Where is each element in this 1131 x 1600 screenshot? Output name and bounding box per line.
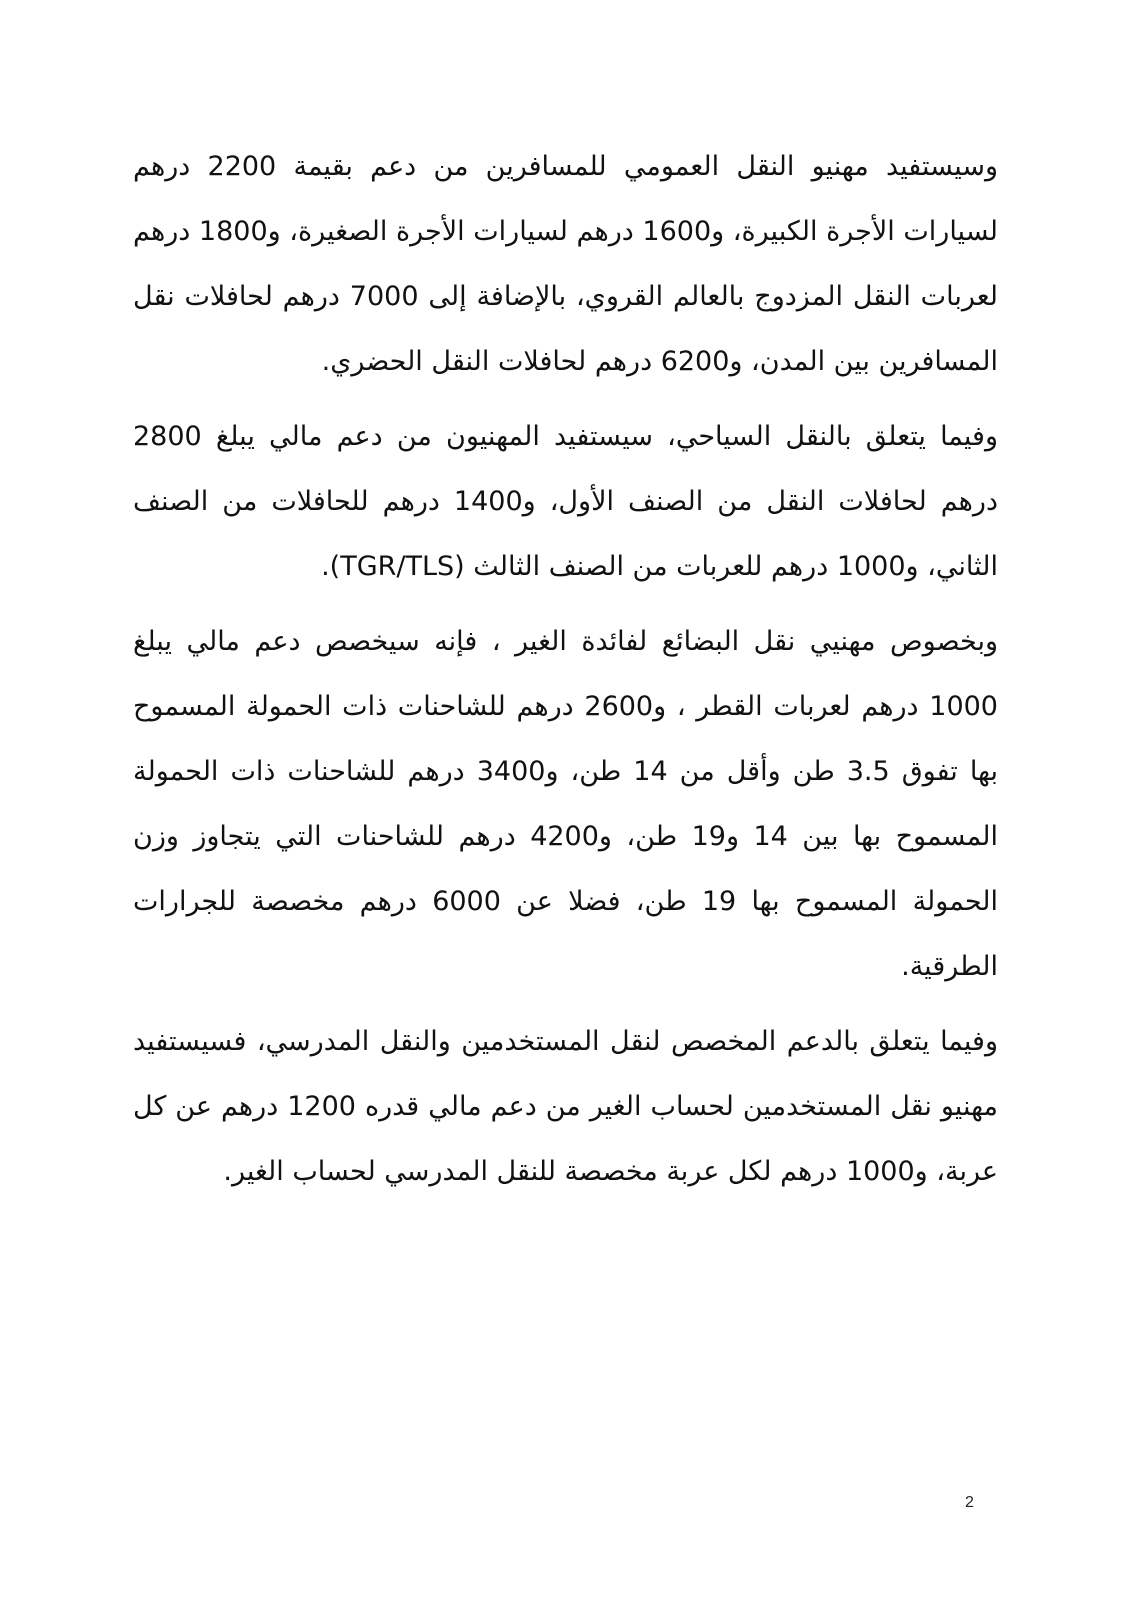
document-body (133, 134, 998, 1214)
paragraph-tourist-transport: وفيما يتعلق بالنقل السياحي، سيستفيد المهنيون من دعم مالي يبلغ 2800 درهم لحافلات النقل من الصنف الأول، و1400 درهم للحافلات من الصنف الثاني، و1000 درهم للعربات من الصنف الثالث (TGR/TLS). (133, 421, 998, 582)
paragraph-staff-school-transport: وفيما يتعلق بالدعم المخصص لنقل المستخدمين والنقل المدرسي، فسيستفيد مهنيو نقل المستخدمين لحساب الغير من دعم مالي قدره 1200 درهم عن كل عربة، و1000 درهم لكل عربة مخصصة للنقل المدرسي لحساب الغير. (133, 1026, 999, 1187)
paragraph-public-passenger-transport: وسيستفيد مهنيو النقل العمومي للمسافرين من دعم بقيمة 2200 درهم لسيارات الأجرة الكبيرة، و1600 درهم لسيارات الأجرة الصغيرة، و1800 درهم لعربات النقل المزدوج بالعالم القروي، بالإضافة إلى 7000 درهم لحافلات نقل المسافرين بين المدن، و6200 درهم لحافلات النقل الحضري. (133, 151, 999, 377)
page-number: 2 (965, 1494, 974, 1511)
paragraph-goods-transport: وبخصوص مهنيي نقل البضائع لفائدة الغير ، فإنه سيخصص دعم مالي يبلغ 1000 درهم لعربات القطر ، و2600 درهم للشاحنات ذات الحمولة المسموح بها تفوق 3.5 طن وأقل من 14 طن، و3400 درهم للشاحنات ذات الحمولة المسموح بها بين 14 و19 طن، و4200 درهم للشاحنات التي يتجاوز وزن الحمولة المسموح بها 19 طن، فضلا عن 6000 درهم مخصصة للجرارات الطرقية. (133, 626, 999, 982)
